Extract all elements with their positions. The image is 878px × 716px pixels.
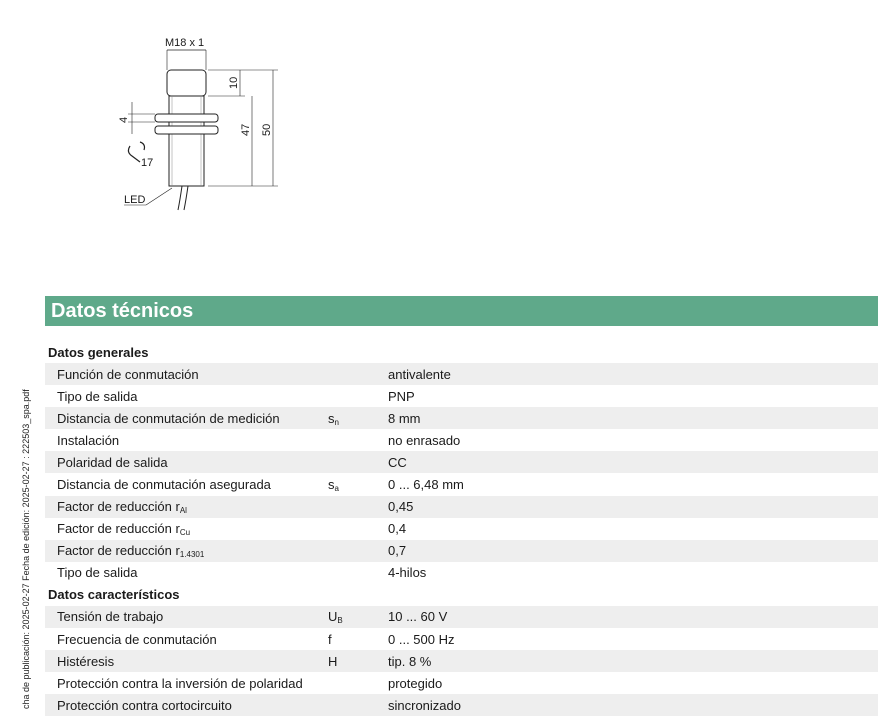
row-symbol: $s_a$ — [328, 477, 339, 494]
thread-label: M18 x 1 — [165, 37, 205, 49]
table-row — [45, 451, 878, 473]
table-row — [45, 694, 878, 716]
table-row — [45, 429, 878, 451]
table-row — [45, 606, 878, 628]
dim-50-label: 50 — [261, 123, 273, 136]
row-label: Instalación — [57, 432, 120, 448]
row-value: 0,7 — [388, 543, 407, 559]
row-value: sincronizado — [388, 697, 461, 713]
section-title: Datos técnicos — [51, 299, 194, 322]
row-value: 10 ... 60 V — [388, 609, 448, 625]
table-row — [45, 473, 878, 495]
table-row — [45, 363, 878, 385]
row-label: Factor de reducción $r_{Cu}$ — [57, 521, 191, 538]
table-row — [45, 407, 878, 429]
led-label: LED — [124, 194, 146, 206]
table-row — [45, 518, 878, 540]
row-value: 0 ... 500 Hz — [388, 631, 455, 647]
row-label: Distancia de conmutación asegurada — [57, 477, 271, 493]
table-row — [45, 650, 878, 672]
row-label: Tipo de salida — [57, 388, 138, 404]
row-value: tip. 8 % — [388, 653, 432, 669]
group-title: Datos característicos — [48, 587, 180, 603]
section-header — [45, 296, 878, 326]
row-symbol: f — [328, 631, 332, 647]
table-row — [45, 672, 878, 694]
group-title: Datos generales — [48, 344, 149, 360]
row-label: Tensión de trabajo — [57, 609, 164, 625]
row-label: Función de conmutación — [57, 366, 199, 382]
row-label: Tipo de salida — [57, 565, 138, 581]
row-label: Histéresis — [57, 653, 115, 669]
row-value: antivalente — [388, 366, 451, 382]
row-label: Frecuencia de conmutación — [57, 631, 217, 647]
group-header — [45, 584, 878, 606]
row-value: 4-hilos — [388, 565, 427, 581]
row-value: protegido — [388, 675, 443, 691]
row-label: Factor de reducción $r_{1.4301}$ — [57, 543, 205, 560]
row-value: CC — [388, 454, 407, 470]
publication-date-text: cha de publicación: 2025-02-27 Fecha de edición: 2025-02-27 : 222503_spa.pdf — [21, 389, 31, 709]
table-row — [45, 385, 878, 407]
table-row — [45, 540, 878, 562]
row-value: 8 mm — [388, 410, 421, 426]
row-symbol: $U_B$ — [328, 609, 343, 626]
wrench-size-label: 17 — [141, 157, 154, 169]
row-label: Factor de reducción $r_{Al}$ — [57, 499, 187, 516]
row-value: 0,4 — [388, 521, 407, 537]
dim-47-label: 47 — [240, 123, 252, 136]
row-label: Protección contra cortocircuito — [57, 697, 232, 713]
group-header — [45, 341, 878, 363]
row-label: Distancia de conmutación de medición — [57, 410, 280, 426]
row-symbol: H — [328, 653, 338, 669]
row-label: Polaridad de salida — [57, 454, 168, 470]
table-row — [45, 496, 878, 518]
row-value: 0 ... 6,48 mm — [388, 477, 464, 493]
table-row — [45, 562, 878, 584]
table-row — [45, 628, 878, 650]
row-value: no enrasado — [388, 432, 461, 448]
row-value: 0,45 — [388, 499, 414, 515]
row-value: PNP — [388, 388, 415, 404]
row-symbol: $s_n$ — [328, 410, 339, 427]
dim-10-label: 10 — [228, 76, 240, 89]
row-label: Protección contra la inversión de polaridad — [57, 675, 303, 691]
spec-table — [45, 341, 878, 716]
dim-4-label: 4 — [118, 116, 130, 123]
dimension-drawing — [110, 30, 290, 220]
